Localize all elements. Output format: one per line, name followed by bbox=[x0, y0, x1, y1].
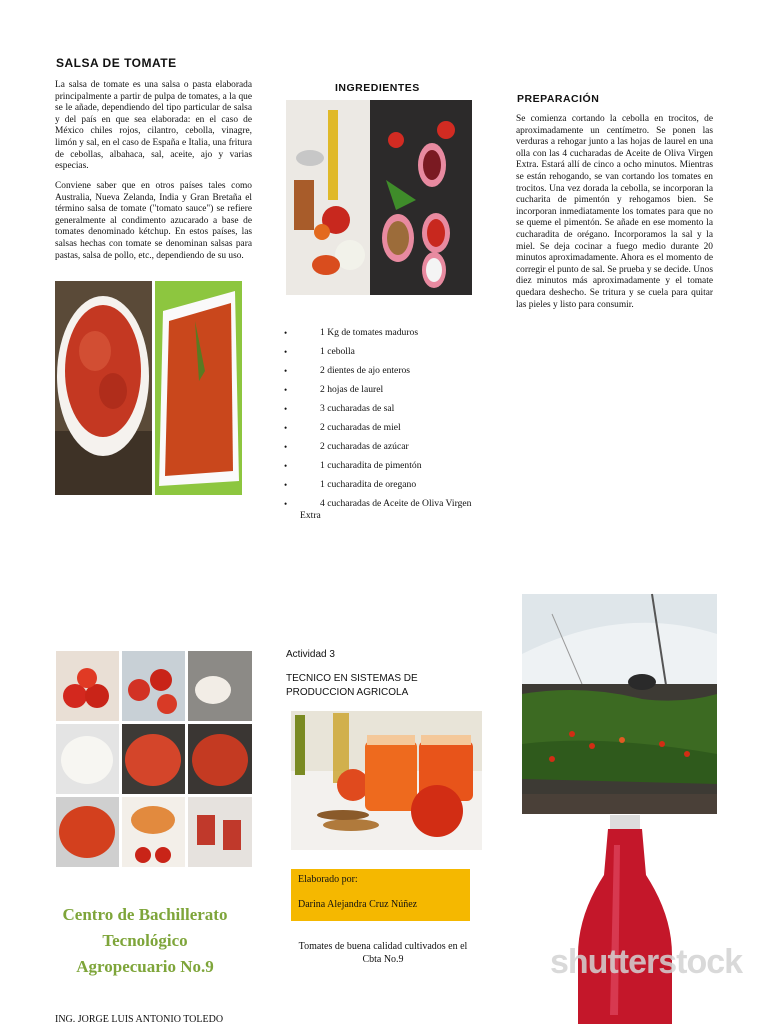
bullet-icon: • bbox=[284, 366, 288, 376]
bullet-icon: • bbox=[284, 385, 288, 395]
greenhouse-photo bbox=[522, 594, 717, 814]
watermark: shutterstock bbox=[550, 943, 743, 981]
bullet-icon: • bbox=[284, 404, 288, 414]
activity-label: Actividad 3 bbox=[286, 649, 335, 660]
greenhouse-caption: Tomates de buena calidad cultivados en el Cbta No.9 bbox=[298, 941, 468, 965]
bullet-icon: • bbox=[284, 347, 288, 357]
ingredients-photo bbox=[286, 100, 472, 295]
page-title: SALSA DE TOMATE bbox=[56, 56, 177, 70]
salsa-steps-collage bbox=[55, 650, 253, 868]
list-item: • 3 cucharadas de sal bbox=[284, 403, 395, 414]
bullet-icon: • bbox=[284, 442, 288, 452]
author-label: Elaborado por: bbox=[298, 874, 358, 885]
salsa-bowl-photo bbox=[55, 281, 152, 495]
list-item: • 2 dientes de ajo enteros bbox=[284, 365, 411, 376]
salsa-plate-photo bbox=[155, 281, 242, 495]
tomato-sauce-jars-photo bbox=[291, 711, 482, 850]
list-item: • 2 hojas de laurel bbox=[284, 384, 384, 395]
school-name: Centro de Bachillerato Tecnológico Agropecuario No.9 bbox=[62, 905, 228, 976]
ingredients-list bbox=[284, 327, 474, 529]
list-item: • 2 cucharadas de azúcar bbox=[284, 441, 409, 452]
bullet-icon: • bbox=[284, 423, 288, 433]
ketchup-bottle-photo bbox=[522, 815, 743, 1024]
intro-paragraph: La salsa de tomate es una salsa o pasta elaborada principalmente a partir de pulpa de tomates, a la que se le añade, dependiendo del tipo particular de salsa y del país en que sea elaborada: en el caso de México chiles rojos, cilantro, cebolla, vinagre, limón y sal, en el caso de España e Italia, una fritura de cebollas, albahaca, sal, aceite, ajo y varias especias. bbox=[55, 80, 252, 172]
ingredients-title: INGREDIENTES bbox=[335, 82, 420, 94]
intro-paragraph-2: Conviene saber que en otros países tales como Australia, Nueva Zelanda, India y Gran Bretaña el término salsa de tomate ("tomato sauce") se refiere generalmente al condimento azucarado a base de tomates denominado kétchup. En estos países, las salsas hechas con tomate se denominan salsas para pastas, salsa de pollo, etc., dependiendo de su uso. bbox=[55, 181, 252, 261]
preparation-text: Se comienza cortando la cebolla en trocitos, de aproximadamente un centímetro. Se ponen las verduras a rehogar junto a las hojas de laurel en una olla con las 4 cucharadas de Aceite de Oliva Virgen Extra. Estará allí de cinco a ocho minutos. Mientras se están rehogando, se van cortando los tomates en trocitos. Una vez dorada la cebolla, se incorporan la cucharita de pimentón y rehogamos bien. Se incorporan inmediatamente los tomates para que no se queme el pimentón. Se añade en ese momento la cucharadita de orégano. Incorporamos la sal y la miel. Se deja cocinar a fuego medio durante 20 minutos aproximadamente. Ahora es el momento de corregir el punto de sal. Se prueba y se decide. Unos diez minutos más aproximadamente y el tomate quedara deshecho. Se tritura y se cuela para quitar las pieles y listo para consumir. bbox=[516, 114, 713, 310]
list-item: • 1 Kg de tomates maduros bbox=[284, 327, 419, 338]
author-name: Darina Alejandra Cruz Núñez bbox=[298, 899, 418, 910]
list-item: • 1 cucharadita de pimentón bbox=[284, 460, 422, 471]
bullet-icon: • bbox=[284, 461, 288, 471]
list-item: • 1 cucharadita de oregano bbox=[284, 479, 417, 490]
list-item: • 2 cucharadas de miel bbox=[284, 422, 401, 433]
program-title: TECNICO EN SISTEMAS DE PRODUCCION AGRICOLA bbox=[286, 673, 418, 698]
bullet-icon: • bbox=[284, 480, 288, 490]
author-box bbox=[291, 869, 470, 921]
preparation-title: PREPARACIÓN bbox=[517, 93, 600, 105]
bullet-icon: • bbox=[284, 499, 288, 509]
list-item: • 4 cucharadas de Aceite de Oliva Virgen Extra bbox=[284, 498, 472, 521]
list-item: • 1 cebolla bbox=[284, 346, 355, 357]
bullet-icon: • bbox=[284, 328, 288, 338]
teacher-name: ING. JORGE LUIS ANTONIO TOLEDO bbox=[55, 1014, 224, 1025]
